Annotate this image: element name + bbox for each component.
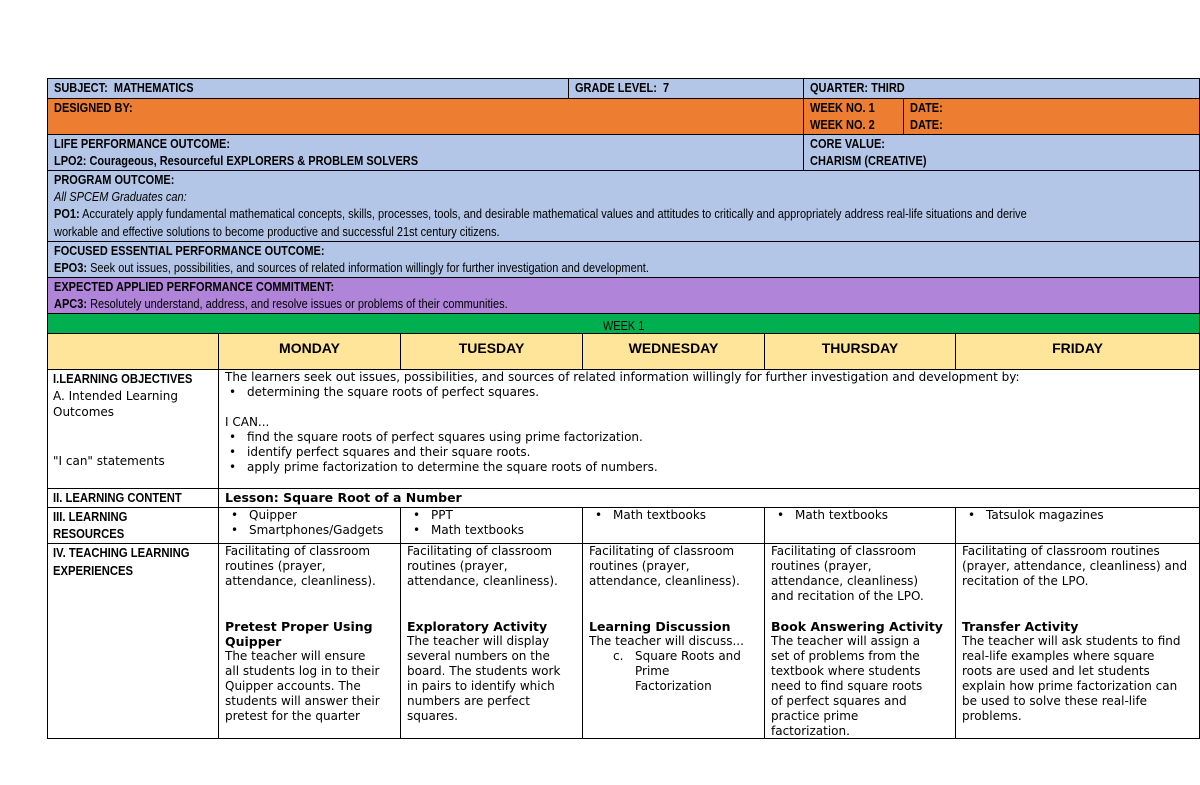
routine-line: (prayer, attendance, cleanliness) and	[962, 559, 1188, 573]
objectives-sub-a: A. Intended Learning	[53, 389, 178, 403]
fepo-cell	[47, 241, 1200, 278]
experiences-thursday-cell	[764, 543, 956, 739]
day-thursday: THURSDAY	[764, 333, 956, 370]
objectives-ican-label: "I can" statements	[53, 454, 165, 468]
activity-body-line: need to find square roots	[771, 679, 923, 693]
activity-body-line: The teacher will ask students to find	[962, 634, 1181, 648]
eapc-title: EXPECTED APPLIED PERFORMANCE COMMITMENT:	[54, 280, 335, 294]
epo3-code: EPO3:	[54, 261, 88, 275]
activity-title: Pretest Proper Using	[225, 619, 373, 634]
activity-body-line: The teacher will assign a	[771, 634, 921, 648]
routine-line: Facilitating of classroom	[225, 544, 371, 558]
fepo-title: FOCUSED ESSENTIAL PERFORMANCE OUTCOME:	[54, 244, 325, 258]
activity-title: Exploratory Activity	[407, 619, 548, 634]
content-label-cell	[47, 488, 219, 508]
activity-body-line: squares.	[407, 709, 458, 723]
activity-body-line: factorization.	[771, 724, 850, 738]
discussion-list-line: Factorization	[635, 679, 712, 693]
activity-body-line: The teacher will discuss...	[589, 634, 744, 648]
content-label: II. LEARNING CONTENT	[53, 491, 182, 505]
day-header-blank	[47, 333, 219, 370]
experiences-label-line2: EXPERIENCES	[53, 564, 134, 578]
activity-body-line: of perfect squares and	[771, 694, 907, 708]
program-outcome-intro: All SPCEM Graduates can:	[54, 190, 187, 204]
week-no-cell	[803, 98, 904, 135]
designed-by-cell	[47, 98, 804, 135]
day-tuesday: TUESDAY	[400, 333, 583, 370]
grade-label: GRADE LEVEL:	[575, 81, 657, 95]
activity-title: Learning Discussion	[589, 619, 731, 634]
content-lesson-cell	[218, 488, 1200, 508]
activity-title: Transfer Activity	[962, 619, 1079, 634]
resource-item: • Math textbooks	[795, 508, 888, 523]
activity-body-line: real-life examples where square	[962, 649, 1155, 663]
core-value-value: CHARISM (CREATIVE)	[810, 154, 927, 168]
ican-bullet: • find the square roots of perfect squares using prime factorization.	[247, 430, 658, 445]
routine-line: routines (prayer,	[225, 559, 326, 573]
grade-level-cell	[568, 78, 804, 99]
resources-monday-cell	[218, 507, 401, 544]
objectives-intro: The learners seek out issues, possibilities, and sources of related information willingly for further investigation and development by:	[225, 370, 1020, 384]
week-title-cell	[47, 313, 1200, 334]
apc3-text: Resolutely understand, address, and resolve issues or problems of their communities.	[87, 297, 508, 311]
epo3-text: Seek out issues, possibilities, and sources of related information willingly for further investigation and development.	[87, 261, 649, 275]
week-no-2: WEEK NO. 2	[810, 118, 875, 132]
resource-item: • Tatsulok magazines	[986, 508, 1104, 523]
date-label-2: DATE:	[910, 118, 943, 132]
resource-item: • Math textbooks	[613, 508, 706, 523]
routine-line: Facilitating of classroom	[589, 544, 735, 558]
program-outcome-title: PROGRAM OUTCOME:	[54, 173, 175, 187]
quarter-value: THIRD	[871, 81, 905, 95]
activity-title: Quipper	[225, 634, 282, 649]
routine-line: Facilitating of classroom	[407, 544, 553, 558]
experiences-friday-cell	[955, 543, 1200, 739]
resources-label-line2: RESOURCES	[53, 527, 125, 541]
experiences-tuesday-cell	[400, 543, 583, 739]
activity-body-line: students will answer their	[225, 694, 380, 708]
activity-body-line: Quipper accounts. The	[225, 679, 361, 693]
routine-line: attendance, cleanliness).	[407, 574, 558, 588]
routine-line: attendance, cleanliness)	[771, 574, 919, 588]
activity-body-line: numbers are perfect	[407, 694, 530, 708]
experiences-label-cell	[47, 543, 219, 739]
day-monday: MONDAY	[218, 333, 401, 370]
activity-body-line: The teacher will display	[407, 634, 550, 648]
routine-line: Facilitating of classroom	[771, 544, 917, 558]
quarter-cell	[803, 78, 1200, 99]
lpo-title: LIFE PERFORMANCE OUTCOME:	[54, 137, 230, 151]
routine-line: attendance, cleanliness).	[589, 574, 740, 588]
routine-line: Facilitating of classroom routines	[962, 544, 1160, 558]
resource-item: • Smartphones/Gadgets	[249, 523, 383, 538]
day-friday: FRIDAY	[955, 333, 1200, 370]
resources-label-line1: III. LEARNING	[53, 510, 128, 524]
activity-body-line: be used to solve these real-life	[962, 694, 1148, 708]
objectives-sub-a2: Outcomes	[53, 405, 115, 419]
date-cell	[903, 98, 1200, 135]
subject-cell	[47, 78, 569, 99]
activity-body-line: textbook where students	[771, 664, 921, 678]
date-label-1: DATE:	[910, 101, 943, 115]
activity-body-line: several numbers on the	[407, 649, 550, 663]
resources-tuesday-cell	[400, 507, 583, 544]
week-no-1: WEEK NO. 1	[810, 101, 875, 115]
week-title: WEEK 1	[602, 319, 645, 333]
experiences-label-line1: IV. TEACHING LEARNING	[53, 546, 190, 560]
activity-body-line: in pairs to identify which	[407, 679, 555, 693]
activity-title: Book Answering Activity	[771, 619, 943, 634]
core-value-cell	[803, 134, 1200, 171]
routine-line: and recitation of the LPO.	[771, 589, 924, 603]
day-wednesday: WEDNESDAY	[582, 333, 765, 370]
resource-item: • Math textbooks	[431, 523, 524, 538]
designed-by-label: DESIGNED BY:	[54, 101, 133, 115]
resources-wednesday-cell	[582, 507, 765, 544]
discussion-list-line: Square Roots and	[635, 649, 741, 663]
program-outcome-cell	[47, 170, 1200, 242]
core-value-title: CORE VALUE:	[810, 137, 885, 151]
eapc-cell	[47, 277, 1200, 314]
lesson-title: Lesson: Square Root of a Number	[225, 490, 462, 505]
subject-value: MATHEMATICS	[113, 81, 194, 95]
activity-body-line: practice prime	[771, 709, 859, 723]
resource-item: • Quipper	[249, 508, 383, 523]
po1-text-line1: Accurately apply fundamental mathematical concepts, skills, processes, tools, and desirable mathematical values and attitudes to critically and appropriately address real-life situations and derive	[79, 207, 1027, 221]
routine-line: routines (prayer,	[771, 559, 872, 573]
resource-item: • PPT	[431, 508, 524, 523]
objective-bullet: • determining the square roots of perfect squares.	[247, 385, 539, 400]
experiences-wednesday-cell	[582, 543, 765, 739]
routine-line: routines (prayer,	[589, 559, 690, 573]
routine-line: recitation of the LPO.	[962, 574, 1089, 588]
activity-body-line: The teacher will ensure	[225, 649, 366, 663]
experiences-monday-cell	[218, 543, 401, 739]
po1-code: PO1:	[54, 207, 80, 221]
objectives-label: I.LEARNING OBJECTIVES	[53, 372, 193, 386]
activity-body-line: pretest for the quarter	[225, 709, 360, 723]
resources-thursday-cell	[764, 507, 956, 544]
routine-line: routines (prayer,	[407, 559, 508, 573]
activity-body-line: explain how prime factorization can	[962, 679, 1178, 693]
quarter-label: QUARTER:	[810, 81, 869, 95]
activity-body-line: all students log in to their	[225, 664, 380, 678]
subject-label: SUBJECT:	[54, 81, 108, 95]
discussion-list-line: Prime	[635, 664, 670, 678]
ican-bullet: • identify perfect squares and their square roots.	[247, 445, 658, 460]
activity-body-line: board. The students work	[407, 664, 561, 678]
po1-text-line2: workable and effective solutions to become productive and successful 21st century citizens.	[54, 225, 500, 239]
ican-heading: I CAN...	[225, 415, 270, 429]
discussion-list-marker: c.	[613, 649, 624, 663]
lpo-value: LPO2: Courageous, Resourceful EXPLORERS & PROBLEM SOLVERS	[54, 154, 419, 168]
activity-body-line: set of problems from the	[771, 649, 920, 663]
resources-label-cell	[47, 507, 219, 544]
lpo-cell	[47, 134, 804, 171]
objectives-content-cell	[218, 369, 1200, 489]
apc3-code: APC3:	[54, 297, 88, 311]
grade-value: 7	[663, 81, 670, 95]
activity-body-line: roots are used and let students	[962, 664, 1150, 678]
objectives-label-cell	[47, 369, 219, 489]
ican-bullet: • apply prime factorization to determine the square roots of numbers.	[247, 460, 658, 475]
routine-line: attendance, cleanliness).	[225, 574, 376, 588]
activity-body-line: problems.	[962, 709, 1022, 723]
resources-friday-cell	[955, 507, 1200, 544]
